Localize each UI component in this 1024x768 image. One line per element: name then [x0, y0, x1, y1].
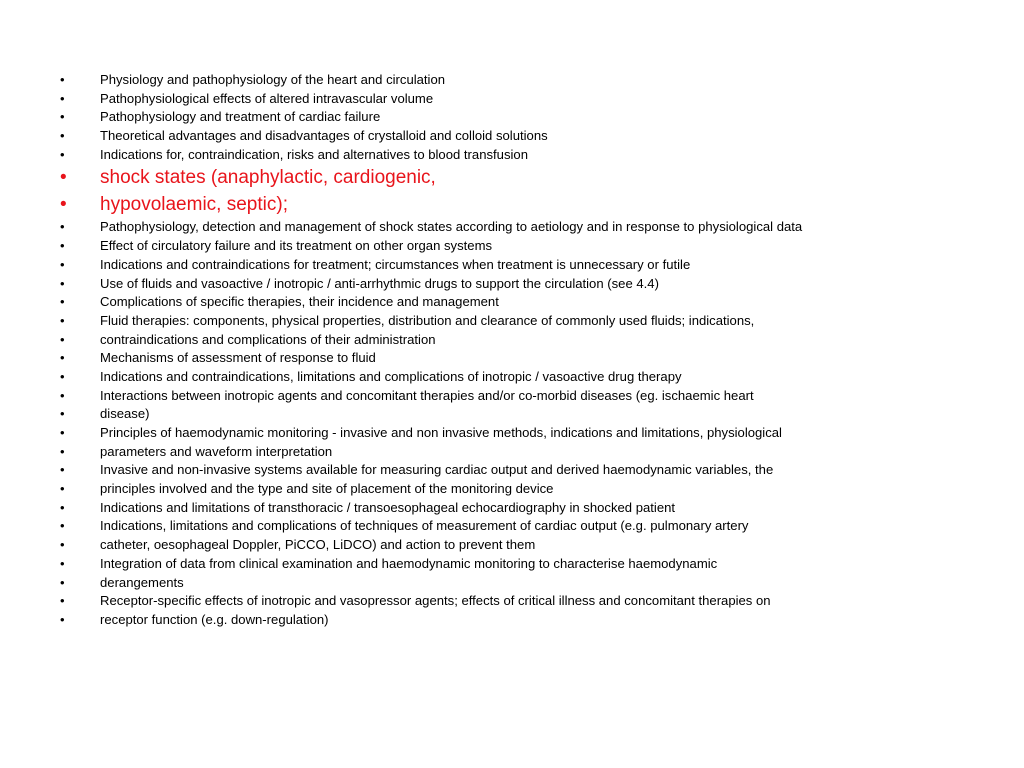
list-item: [60, 387, 1000, 406]
list-item: [60, 256, 1000, 275]
bullet-dot-icon: •: [60, 128, 65, 144]
bullet-dot-icon: •: [60, 109, 65, 125]
bullet-dot-icon: •: [60, 275, 65, 291]
list-item-text: Pathophysiology and treatment of cardiac failure: [100, 109, 381, 125]
list-item-text: Indications for, contraindication, risks and alternatives to blood transfusion: [100, 146, 528, 162]
list-item-text: Effect of circulatory failure and its treatment on other organ systems: [100, 238, 493, 254]
bullet-dot-icon: •: [60, 90, 65, 106]
bullet-dot-icon: •: [60, 350, 65, 366]
list-item: [60, 368, 1000, 387]
list-item-text: Complications of specific therapies, their incidence and management: [100, 294, 499, 310]
list-item-text: Theoretical advantages and disadvantages of crystalloid and colloid solutions: [100, 128, 548, 144]
list-item: [60, 331, 1000, 350]
highlighted-list-item: [60, 164, 1000, 191]
bullet-dot-icon: •: [60, 499, 65, 515]
highlighted-list-item: [60, 191, 1000, 218]
bullet-dot-icon: •: [60, 574, 65, 590]
list-item: [60, 443, 1000, 462]
list-item-text: disease): [100, 406, 150, 422]
list-item-text: receptor function (e.g. down-regulation): [100, 611, 329, 627]
list-item: [60, 218, 1000, 237]
list-item: [60, 574, 1000, 593]
bullet-dot-icon: •: [60, 238, 65, 254]
list-item-text: Integration of data from clinical examination and haemodynamic monitoring to characterise haemodynamic: [100, 555, 718, 571]
list-item-text: Physiology and pathophysiology of the heart and circulation: [100, 72, 446, 87]
list-item-text: derangements: [100, 574, 184, 590]
list-item-text: Use of fluids and vasoactive / inotropic / anti-arrhythmic drugs to support the circulation (see 4.4): [100, 275, 659, 291]
list-item-text: Pathophysiology, detection and management of shock states according to aetiology and in response to physiological data: [100, 219, 803, 235]
list-item: [60, 611, 1000, 630]
list-item-text: Receptor-specific effects of inotropic and vasopressor agents; effects of critical illness and concomitant therapies on: [100, 593, 771, 609]
list-item-text: shock states (anaphylactic, cardiogenic,: [100, 167, 436, 189]
bullet-dot-icon: •: [60, 555, 65, 571]
bullet-dot-icon: •: [60, 406, 65, 422]
list-item: [60, 127, 1000, 146]
list-item-text: Principles of haemodynamic monitoring - invasive and non invasive methods, indications and limitations, physiological: [100, 425, 782, 440]
list-item-text: Indications and contraindications, limitations and complications of inotropic / vasoactive drug therapy: [100, 368, 682, 384]
list-item: [60, 555, 1000, 574]
list-item-text: contraindications and complications of their administration: [100, 331, 436, 347]
bullet-dot-icon: •: [60, 194, 67, 216]
list-item-text: Pathophysiological effects of altered intravascular volume: [100, 90, 434, 106]
bullet-dot-icon: •: [60, 167, 67, 189]
list-item: [60, 293, 1000, 312]
bullet-dot-icon: •: [60, 462, 65, 478]
list-item: [60, 499, 1000, 518]
bullet-dot-icon: •: [60, 593, 65, 609]
list-item: [60, 71, 1000, 90]
list-item-text: parameters and waveform interpretation: [100, 443, 333, 459]
bullet-dot-icon: •: [60, 219, 65, 235]
bullet-dot-icon: •: [60, 611, 65, 627]
bullet-dot-icon: •: [60, 425, 65, 440]
list-item: [60, 592, 1000, 611]
bullet-list: [60, 71, 1000, 630]
list-item: [60, 275, 1000, 294]
bullet-dot-icon: •: [60, 368, 65, 384]
list-item: [60, 424, 1000, 443]
bullet-dot-icon: •: [60, 312, 65, 328]
list-item-text: catheter, oesophageal Doppler, PiCCO, LiDCO) and action to prevent them: [100, 537, 536, 553]
bullet-dot-icon: •: [60, 146, 65, 162]
list-item-text: Mechanisms of assessment of response to fluid: [100, 350, 376, 366]
list-item-text: Indications and contraindications for treatment; circumstances when treatment is unnecessary or futile: [100, 256, 691, 272]
list-item-text: Indications and limitations of transthoracic / transoesophageal echocardiography in shocked patient: [100, 499, 676, 515]
list-item: [60, 146, 1000, 165]
list-item-text: Indications, limitations and complications of techniques of measurement of cardiac output (e.g. pulmonary artery: [100, 518, 749, 534]
list-item: [60, 349, 1000, 368]
list-item: [60, 461, 1000, 480]
bullet-dot-icon: •: [60, 518, 65, 534]
bullet-dot-icon: •: [60, 481, 65, 497]
bullet-dot-icon: •: [60, 443, 65, 459]
list-item: [60, 312, 1000, 331]
list-item: [60, 536, 1000, 555]
list-item: [60, 405, 1000, 424]
list-item-text: Invasive and non-invasive systems available for measuring cardiac output and derived haemodynamic variables, the: [100, 462, 774, 478]
bullet-dot-icon: •: [60, 537, 65, 553]
list-item: [60, 517, 1000, 536]
list-item-text: principles involved and the type and site of placement of the monitoring device: [100, 481, 554, 497]
list-item: [60, 90, 1000, 109]
list-item-text: hypovolaemic, septic);: [100, 194, 288, 216]
bullet-dot-icon: •: [60, 331, 65, 347]
bullet-dot-icon: •: [60, 256, 65, 272]
bullet-dot-icon: •: [60, 72, 65, 87]
list-item-text: Fluid therapies: components, physical properties, distribution and clearance of commonly used fluids; indications,: [100, 312, 755, 328]
list-item: [60, 480, 1000, 499]
list-item-text: Interactions between inotropic agents and concomitant therapies and/or co-morbid diseases (eg. ischaemic heart: [100, 387, 754, 403]
list-item: [60, 108, 1000, 127]
bullet-dot-icon: •: [60, 294, 65, 310]
list-item: [60, 237, 1000, 256]
bullet-dot-icon: •: [60, 387, 65, 403]
